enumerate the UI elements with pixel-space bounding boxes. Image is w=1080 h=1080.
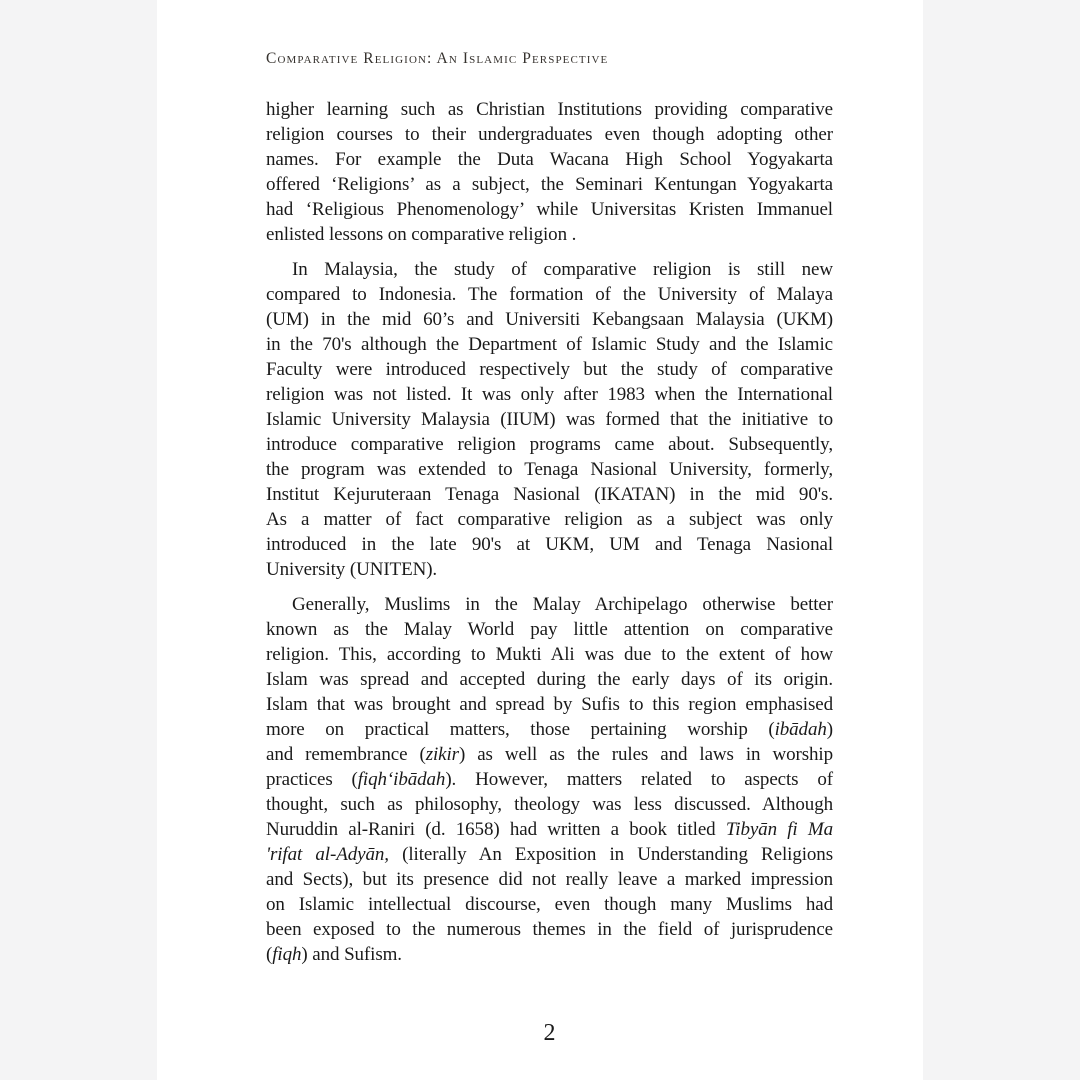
text-segment: had ‘Religious Phenomenology’ while Universitas Kristen Immanuel [266,199,833,220]
text-segment: introduced in the late 90's at UKM, UM and Tenaga Nasional [266,534,833,555]
page-body [266,97,833,977]
italic-text-segment: fiqh‘ibādah [357,769,446,790]
text-line [266,407,833,432]
text-segment: religion was not listed. It was only after 1983 when the International [266,384,833,405]
italic-text-segment: ibādah [774,719,827,740]
text-line [266,172,833,197]
text-segment: higher learning such as Christian Institutions providing comparative [266,99,833,120]
text-segment: religion. This, according to Mukti Ali was due to the extent of how [266,644,833,665]
text-line [266,792,833,817]
text-line [266,122,833,147]
text-line [266,307,833,332]
text-line [266,432,833,457]
text-segment: compared to Indonesia. The formation of the University of Malaya [266,284,833,305]
running-header: Comparative Religion: An Islamic Perspective [266,50,609,67]
text-line [266,147,833,172]
text-line [266,382,833,407]
text-segment: and Sects), but its presence did not really leave a marked impression [266,869,833,890]
text-line [266,917,833,942]
text-line [266,942,833,967]
text-segment: enlisted lessons on comparative religion . [266,224,577,245]
text-segment: more on practical matters, those pertaining worship ( [266,719,775,740]
italic-text-segment: zikir [425,744,459,765]
text-segment: on Islamic intellectual discourse, even though many Muslims had [266,894,833,915]
text-line [266,507,833,532]
text-line [266,97,833,122]
text-line [266,282,833,307]
text-line [266,532,833,557]
paragraph-1 [266,97,833,247]
text-line [266,642,833,667]
text-segment: In Malaysia, the study of comparative religion is still new [292,259,833,280]
text-line [266,457,833,482]
text-segment: religion courses to their undergraduates even though adopting other [266,124,833,145]
text-segment: introduce comparative religion programs came about. Subsequently, [266,434,833,455]
text-segment: thought, such as philosophy, theology was less discussed. Although [266,794,833,815]
text-segment: the program was extended to Tenaga Nasional University, formerly, [266,459,833,480]
text-segment: Islamic University Malaysia (IIUM) was formed that the initiative to [266,409,833,430]
text-segment: known as the Malay World pay little attention on comparative [266,619,833,640]
italic-text-segment: 'rifat al-Adyān, [266,844,389,865]
text-segment: As a matter of fact comparative religion as a subject was only [266,509,833,530]
text-segment: Islam was spread and accepted during the early days of its origin. [266,669,833,690]
text-line [266,617,833,642]
text-segment: Nuruddin al-Raniri (d. 1658) had written a book titled [266,819,726,840]
text-segment: practices ( [266,769,358,790]
text-line [266,332,833,357]
book-page [157,0,923,1080]
text-line [266,482,833,507]
text-segment: ) and Sufism. [301,944,402,965]
text-segment: Institut Kejuruteraan Tenaga Nasional (IKATAN) in the mid 90's. [266,484,833,505]
text-line [266,717,833,742]
text-segment: Generally, Muslims in the Malay Archipelago otherwise better [292,594,833,615]
text-line [266,817,833,842]
text-segment: in the 70's although the Department of Islamic Study and the Islamic [266,334,833,355]
text-line [266,692,833,717]
text-segment: been exposed to the numerous themes in the field of jurisprudence [266,919,833,940]
text-line [266,667,833,692]
text-segment: ) as well as the rules and laws in worship [458,744,833,765]
text-line [266,767,833,792]
paragraph-2 [266,257,833,582]
text-line [266,867,833,892]
text-segment: offered ‘Religions’ as a subject, the Seminari Kentungan Yogyakarta [266,174,833,195]
text-line [266,357,833,382]
text-segment: ) [826,719,833,740]
text-line [266,742,833,767]
text-segment: ). However, matters related to aspects of [445,769,833,790]
text-segment: University (UNITEN). [266,559,438,580]
text-segment: names. For example the Duta Wacana High School Yogyakarta [266,149,833,170]
text-segment: Islam that was brought and spread by Sufis to this region emphasised [266,694,833,715]
text-line [266,222,833,247]
text-line [266,842,833,867]
text-line [266,197,833,222]
text-line [266,257,833,282]
italic-text-segment: fiqh [272,944,302,965]
text-segment: (literally An Exposition in Understanding Religions [388,844,833,865]
text-segment: (UM) in the mid 60’s and Universiti Kebangsaan Malaysia (UKM) [266,309,833,330]
paragraph-3 [266,592,833,967]
text-line [266,892,833,917]
text-segment: and remembrance ( [266,744,426,765]
page-number: 2 [543,1020,556,1046]
text-segment: ( [266,944,273,965]
text-line [266,592,833,617]
text-line [266,557,833,582]
italic-text-segment: Tibyān fi Ma [725,819,834,840]
text-segment: Faculty were introduced respectively but the study of comparative [266,359,833,380]
